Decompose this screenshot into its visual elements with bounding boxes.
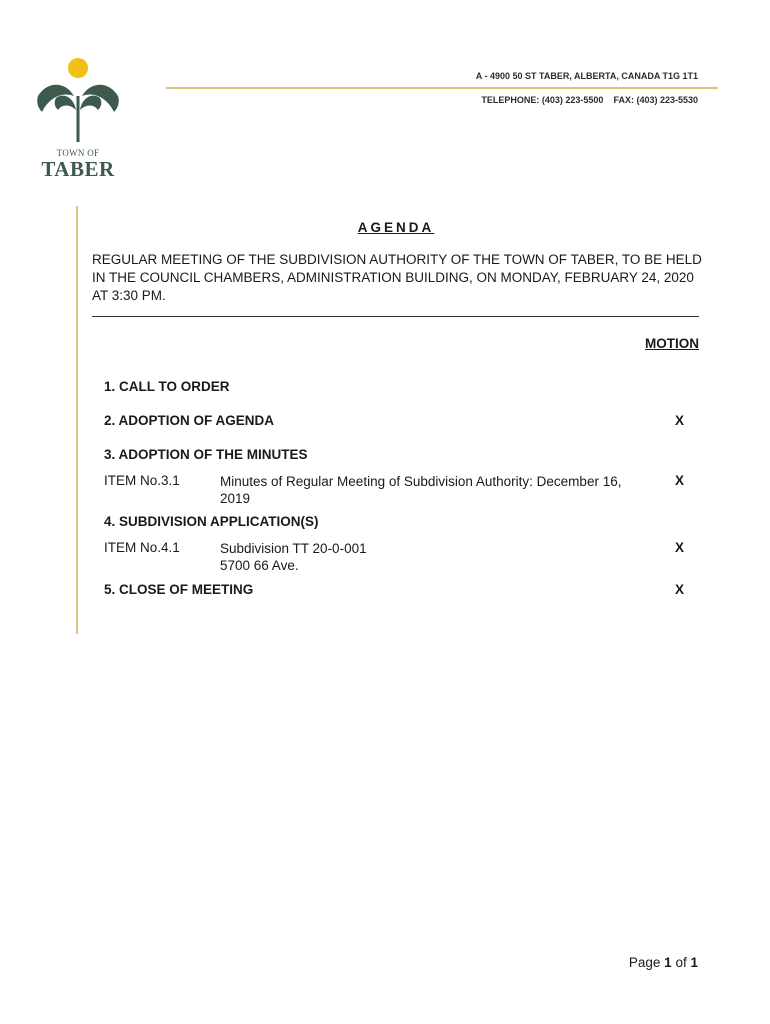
motion-column-header: MOTION — [645, 336, 699, 351]
motion-mark: X — [674, 582, 684, 597]
of-label: of — [675, 955, 687, 970]
page-label: Page — [628, 955, 661, 970]
item-description-line: 5700 66 Ave. — [220, 558, 299, 573]
section-call-to-order: 1. CALL TO ORDER — [104, 379, 230, 394]
left-inner-leaf — [55, 96, 76, 110]
item-description-line: Minutes of Regular Meeting of Subdivision Authority: December 16, — [220, 474, 622, 489]
item-number: ITEM No.3.1 — [104, 473, 180, 488]
header-divider — [166, 87, 718, 89]
sun-icon — [68, 58, 88, 78]
logo-taber-text: TABER — [41, 157, 115, 181]
motion-mark: X — [674, 413, 684, 428]
fax-text: FAX: (403) 223-5530 — [613, 95, 698, 105]
right-inner-leaf — [80, 96, 101, 110]
telephone-text: TELEPHONE: (403) 223-5500 — [481, 95, 604, 105]
item-description-line: Subdivision TT 20-0-001 — [220, 541, 367, 556]
logo-town-of-text: TOWN OF — [56, 148, 100, 158]
stem — [77, 96, 80, 142]
page-number — [629, 955, 698, 970]
section-subdivision-applications: 4. SUBDIVISION APPLICATION(S) — [104, 514, 319, 529]
item-number: ITEM No.4.1 — [104, 540, 180, 555]
page-current: 1 — [664, 955, 672, 970]
left-accent-bar — [76, 206, 78, 634]
motion-mark: X — [674, 540, 684, 555]
item-description — [220, 473, 640, 507]
page-total: 1 — [690, 955, 698, 970]
contact-line — [481, 95, 698, 105]
item-description-line: 2019 — [220, 491, 251, 506]
intro-divider — [92, 316, 699, 317]
motion-mark: X — [674, 473, 684, 488]
section-close-of-meeting: 5. CLOSE OF MEETING — [104, 582, 254, 597]
meeting-intro: REGULAR MEETING OF THE SUBDIVISION AUTHORITY OF THE TOWN OF TABER, TO BE HELD IN THE COUNCIL CHAMBERS, ADMINISTRATION BUILDING, ON MONDAY, FEBRUARY 24, 2020 AT 3:30 PM. — [92, 252, 702, 303]
section-adoption-of-minutes: 3. ADOPTION OF THE MINUTES — [104, 447, 308, 462]
item-description — [220, 540, 640, 574]
address-line: A - 4900 50 ST TABER, ALBERTA, CANADA T1G 1T1 — [475, 71, 698, 81]
section-adoption-of-agenda: 2. ADOPTION OF AGENDA — [104, 413, 275, 428]
agenda-title: AGENDA — [357, 220, 435, 235]
